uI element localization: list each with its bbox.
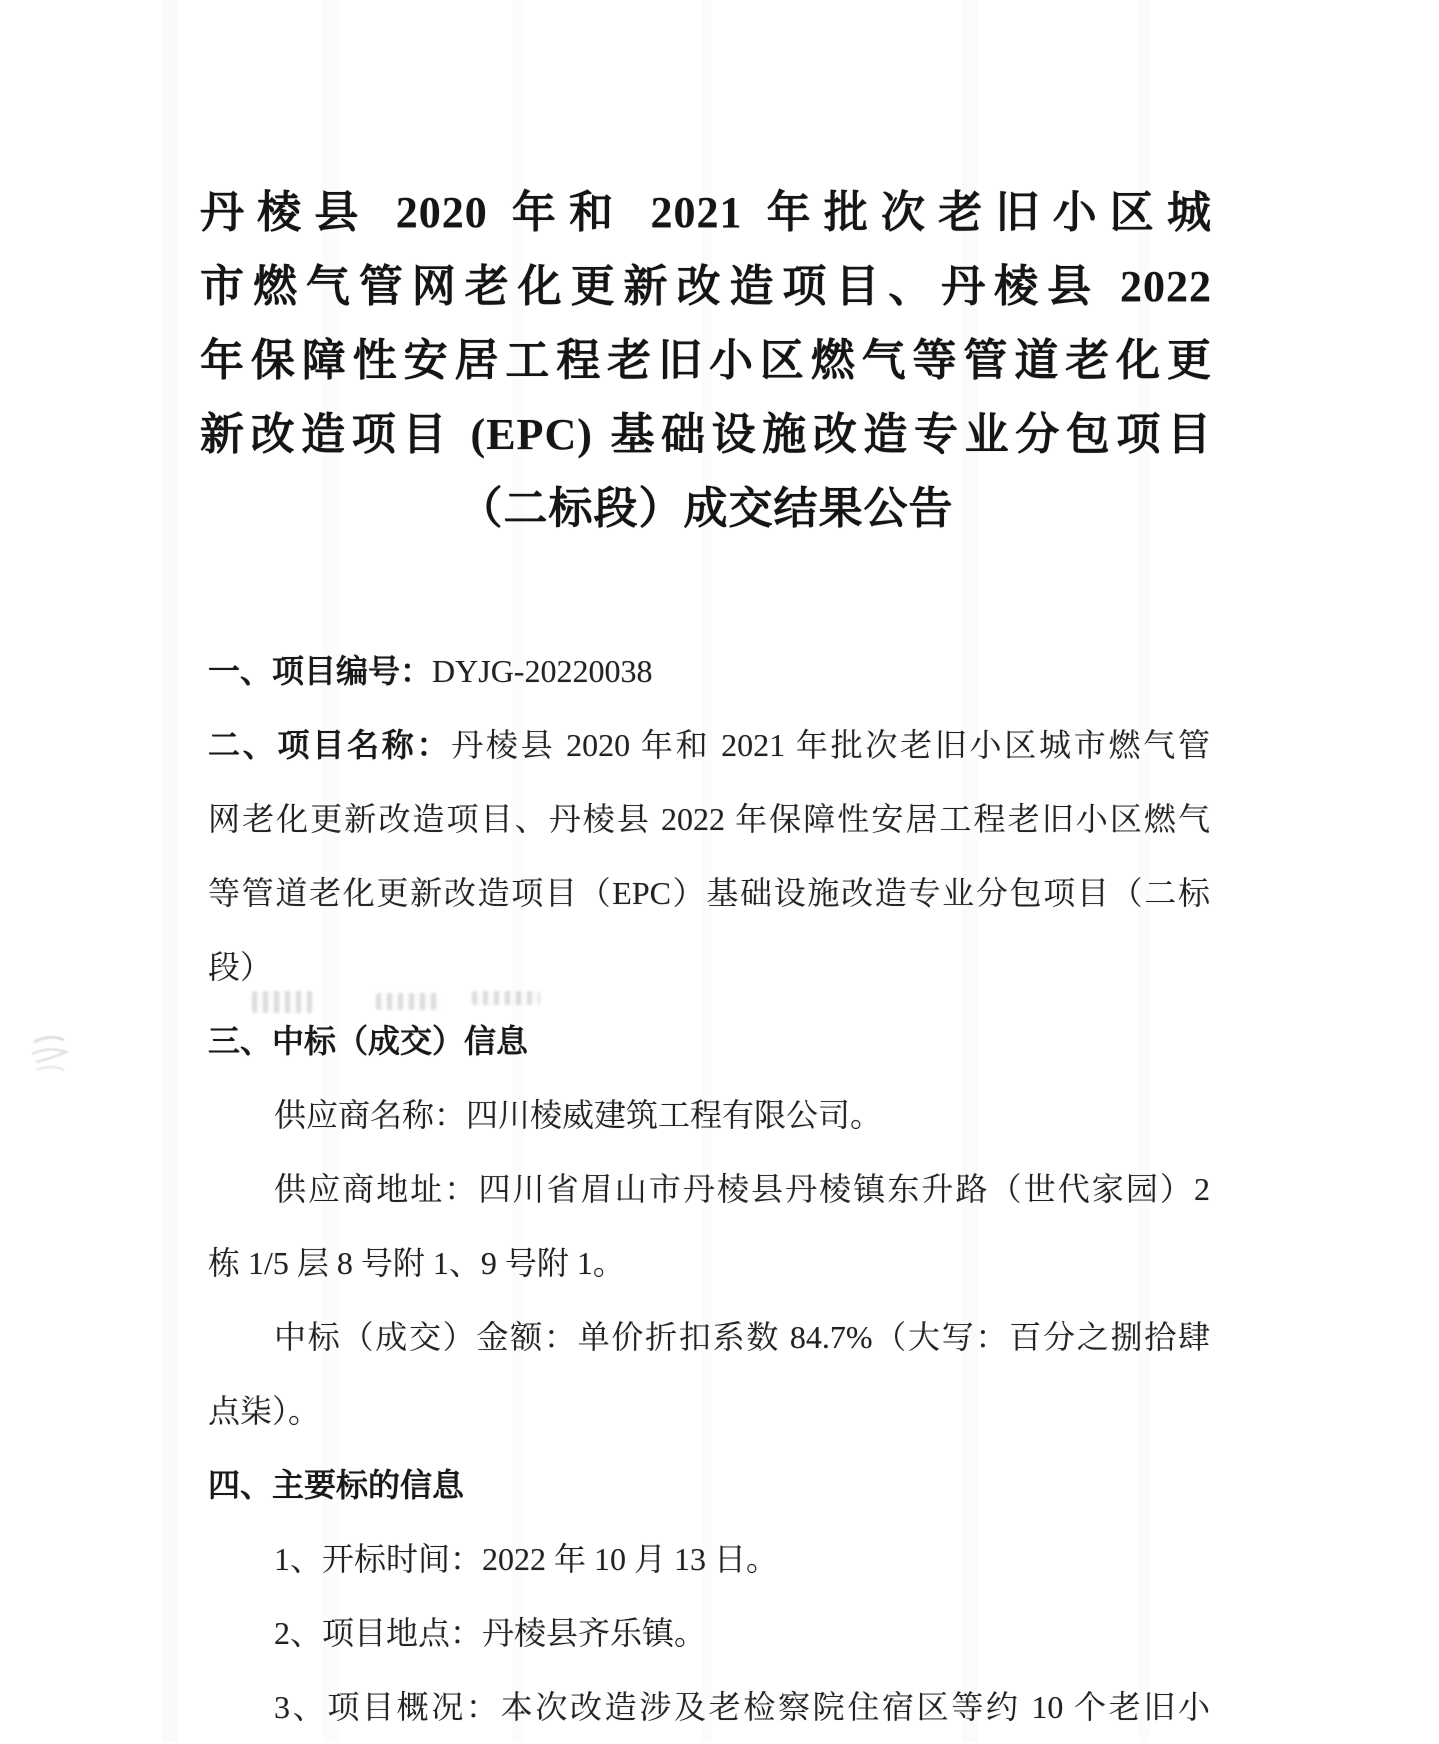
supplier-address-line-2: 栋 1/5 层 8 号附 1、9 号附 1。 xyxy=(208,1245,625,1281)
project-number-label: 一、项目编号： xyxy=(208,653,433,689)
award-amount-line-1: 中标（成交）金额：单价折扣系数 84.7%（大写：百分之捌拾肆 xyxy=(274,1319,1210,1355)
document-title xyxy=(200,176,1212,546)
project-location-line: 2、项目地点：丹棱县齐乐镇。 xyxy=(274,1615,707,1651)
project-name-line-4: 段） xyxy=(208,949,273,985)
supplier-address-line-1: 供应商地址：四川省眉山市丹棱县丹棱镇东升路（世代家园）2 xyxy=(274,1171,1210,1207)
project-number-line xyxy=(208,634,1210,708)
project-number-value: DYJG-20220038 xyxy=(432,653,653,689)
scan-smudge xyxy=(28,1024,70,1082)
project-name-text: 丹棱县 2020 年和 2021 年批次老旧小区城市燃气管 xyxy=(451,727,1210,763)
project-name-line-2: 网老化更新改造项目、丹棱县 2022 年保障性安居工程老旧小区燃气 xyxy=(208,801,1210,837)
document-body xyxy=(208,634,1210,1744)
project-overview-line: 3、项目概况：本次改造涉及老检察院住宿区等约 10 个老旧小 xyxy=(274,1689,1210,1725)
subject-info-heading: 四、主要标的信息 xyxy=(208,1467,465,1503)
project-name-label: 二、项目名称： xyxy=(208,727,452,763)
title-line-5: （二标段）成交结果公告 xyxy=(458,484,954,533)
supplier-name-line: 供应商名称：四川棱威建筑工程有限公司。 xyxy=(274,1097,883,1133)
title-line-4: 新改造项目 (EPC) 基础设施改造专业分包项目 xyxy=(200,410,1212,459)
award-amount-line-2: 点柒）。 xyxy=(208,1393,321,1429)
title-line-3: 年保障性安居工程老旧小区燃气等管道老化更 xyxy=(200,336,1212,385)
bid-opening-time-line: 1、开标时间：2022 年 10 月 13 日。 xyxy=(274,1541,779,1577)
scan-streak xyxy=(162,0,178,1742)
project-name-line-3: 等管道老化更新改造项目（EPC）基础设施改造专业分包项目（二标 xyxy=(208,875,1210,911)
award-info-heading: 三、中标（成交）信息 xyxy=(208,1023,529,1059)
title-line-1: 丹棱县 2020 年和 2021 年批次老旧小区城 xyxy=(200,188,1212,237)
title-line-2: 市燃气管网老化更新改造项目、丹棱县 2022 xyxy=(200,262,1212,311)
project-name-line-1 xyxy=(208,708,1210,782)
